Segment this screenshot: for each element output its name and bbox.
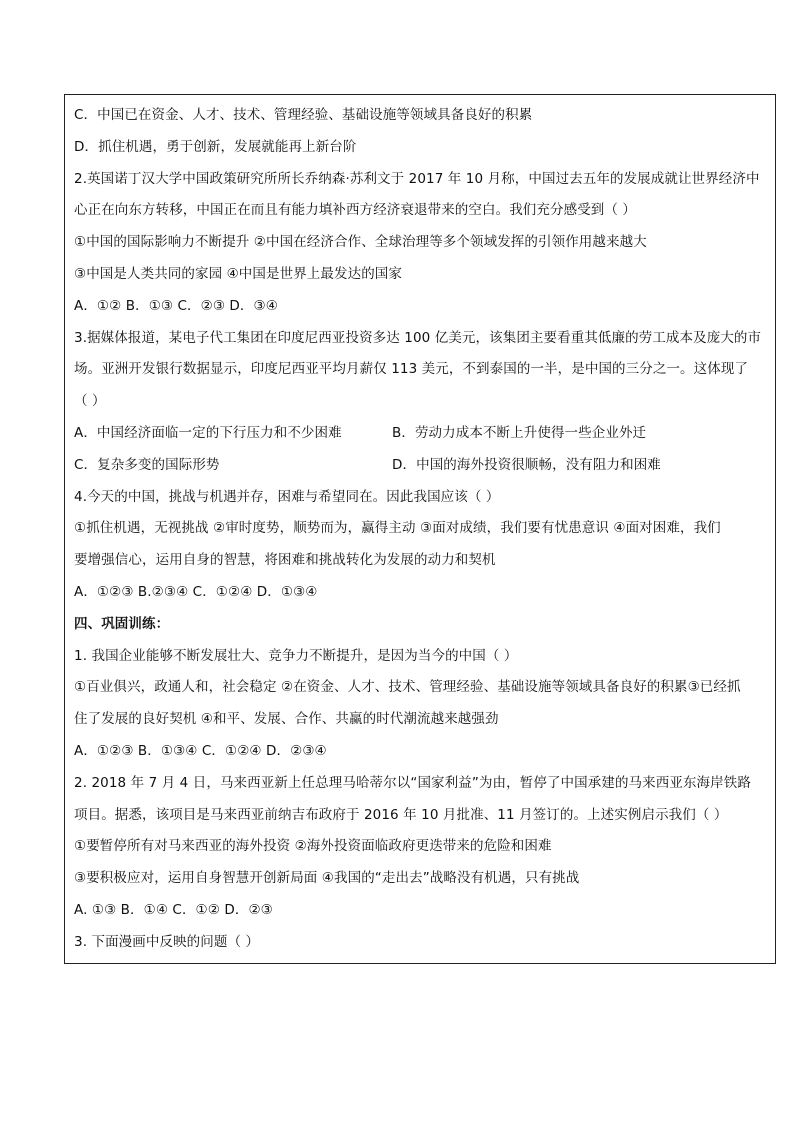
practice-2-items-line2: ③要积极应对，运用自身智慧开创新局面 ④我国的“走出去”战略没有机遇，只有挑战 [74,870,580,887]
question-4-items-line1: ①抓住机遇，无视挑战 ②审时度势，顺势而为，赢得主动 ③面对成绩，我们要有忧患意识 ④面对困难，我们 [74,520,721,537]
question-2-items-line2: ③中国是人类共同的家园 ④中国是世界上最发达的国家 [74,265,402,282]
question-3-option-a: A．中国经济面临一定的下行压力和不少困难 [74,424,342,441]
question-4-items-line2: 要增强信心，运用自身的智慧，将困难和挑战转化为发展的动力和契机 [74,552,496,569]
question-2-stem-line2: 心正在向东方转移，中国正在而且有能力填补西方经济衰退带来的空白。我们充分感受到（ ） [74,202,636,219]
document-body [74,100,774,959]
question-3-options-row1 [74,418,774,450]
question-3-options-row2 [74,450,774,482]
option-d-prev: D．抓住机遇，勇于创新，发展就能再上新台阶 [74,138,357,155]
question-3-option-b: B．劳动力成本不断上升使得一些企业外迁 [392,424,647,441]
question-4-choices: A．①②③ B.②③④ C．①②④ D．①③④ [74,583,318,600]
question-3-stem-line1: 3.据媒体报道，某电子代工集团在印度尼西亚投资多达 100 亿美元，该集团主要看重其低廉的劳工成本及庞大的市 [74,329,762,346]
question-3-stem-line3: （ ） [74,393,106,410]
practice-2-stem-line1: 2. 2018 年 7 月 4 日，马来西亚新上任总理马哈蒂尔以“国家利益”为由，暂停了中国承建的马来西亚东海岸铁路 [74,774,751,791]
practice-1-choices: A．①②③ B．①③④ C．①②④ D．②③④ [74,742,327,759]
question-2-choices: A．①② B．①③ C．②③ D．③④ [74,297,278,314]
practice-2-stem-line2: 项目。据悉，该项目是马来西亚前纳吉布政府于 2016 年 10 月批准、11 月签订的。上述实例启示我们（ ） [74,806,728,823]
section-heading: 四、巩固训练： [74,615,170,632]
question-3-option-c: C．复杂多变的国际形势 [74,456,220,473]
question-4-stem: 4.今天的中国，挑战与机遇并存，困难与希望同在。因此我国应该（ ） [74,488,500,505]
question-2-stem-line1: 2.英国诺丁汉大学中国政策研究所所长乔纳森·苏利文于 2017 年 10 月称，中国过去五年的发展成就让世界经济中 [74,170,760,187]
practice-2-choices: A. ①③ B．①④ C．①② D．②③ [74,901,273,918]
question-2-items-line1: ①中国的国际影响力不断提升 ②中国在经济合作、全球治理等多个领域发挥的引领作用越来越大 [74,234,647,251]
question-3-stem-line2: 场。亚洲开发银行数据显示，印度尼西亚平均月薪仅 113 美元，不到泰国的一半，是中国的三分之一。这体现了 [74,361,749,378]
option-c-prev: C．中国已在资金、人才、技术、管理经验、基础设施等领域具备良好的积累 [74,107,533,123]
practice-1-stem: 1. 我国企业能够不断发展壮大、竞争力不断提升，是因为当今的中国（ ） [74,647,518,664]
practice-3-stem: 3. 下面漫画中反映的问题（ ） [74,933,260,950]
practice-1-items-line1: ①百业俱兴，政通人和，社会稳定 ②在资金、人才、技术、管理经验、基础设施等领域具备良好的积累③已经抓 [74,679,741,696]
practice-1-items-line2: 住了发展的良好契机 ④和平、发展、合作、共赢的时代潮流越来越强劲 [74,711,499,728]
practice-2-items-line1: ①要暂停所有对马来西亚的海外投资 ②海外投资面临政府更迭带来的危险和困难 [74,838,552,855]
question-3-option-d: D．中国的海外投资很顺畅，没有阻力和困难 [392,456,661,473]
